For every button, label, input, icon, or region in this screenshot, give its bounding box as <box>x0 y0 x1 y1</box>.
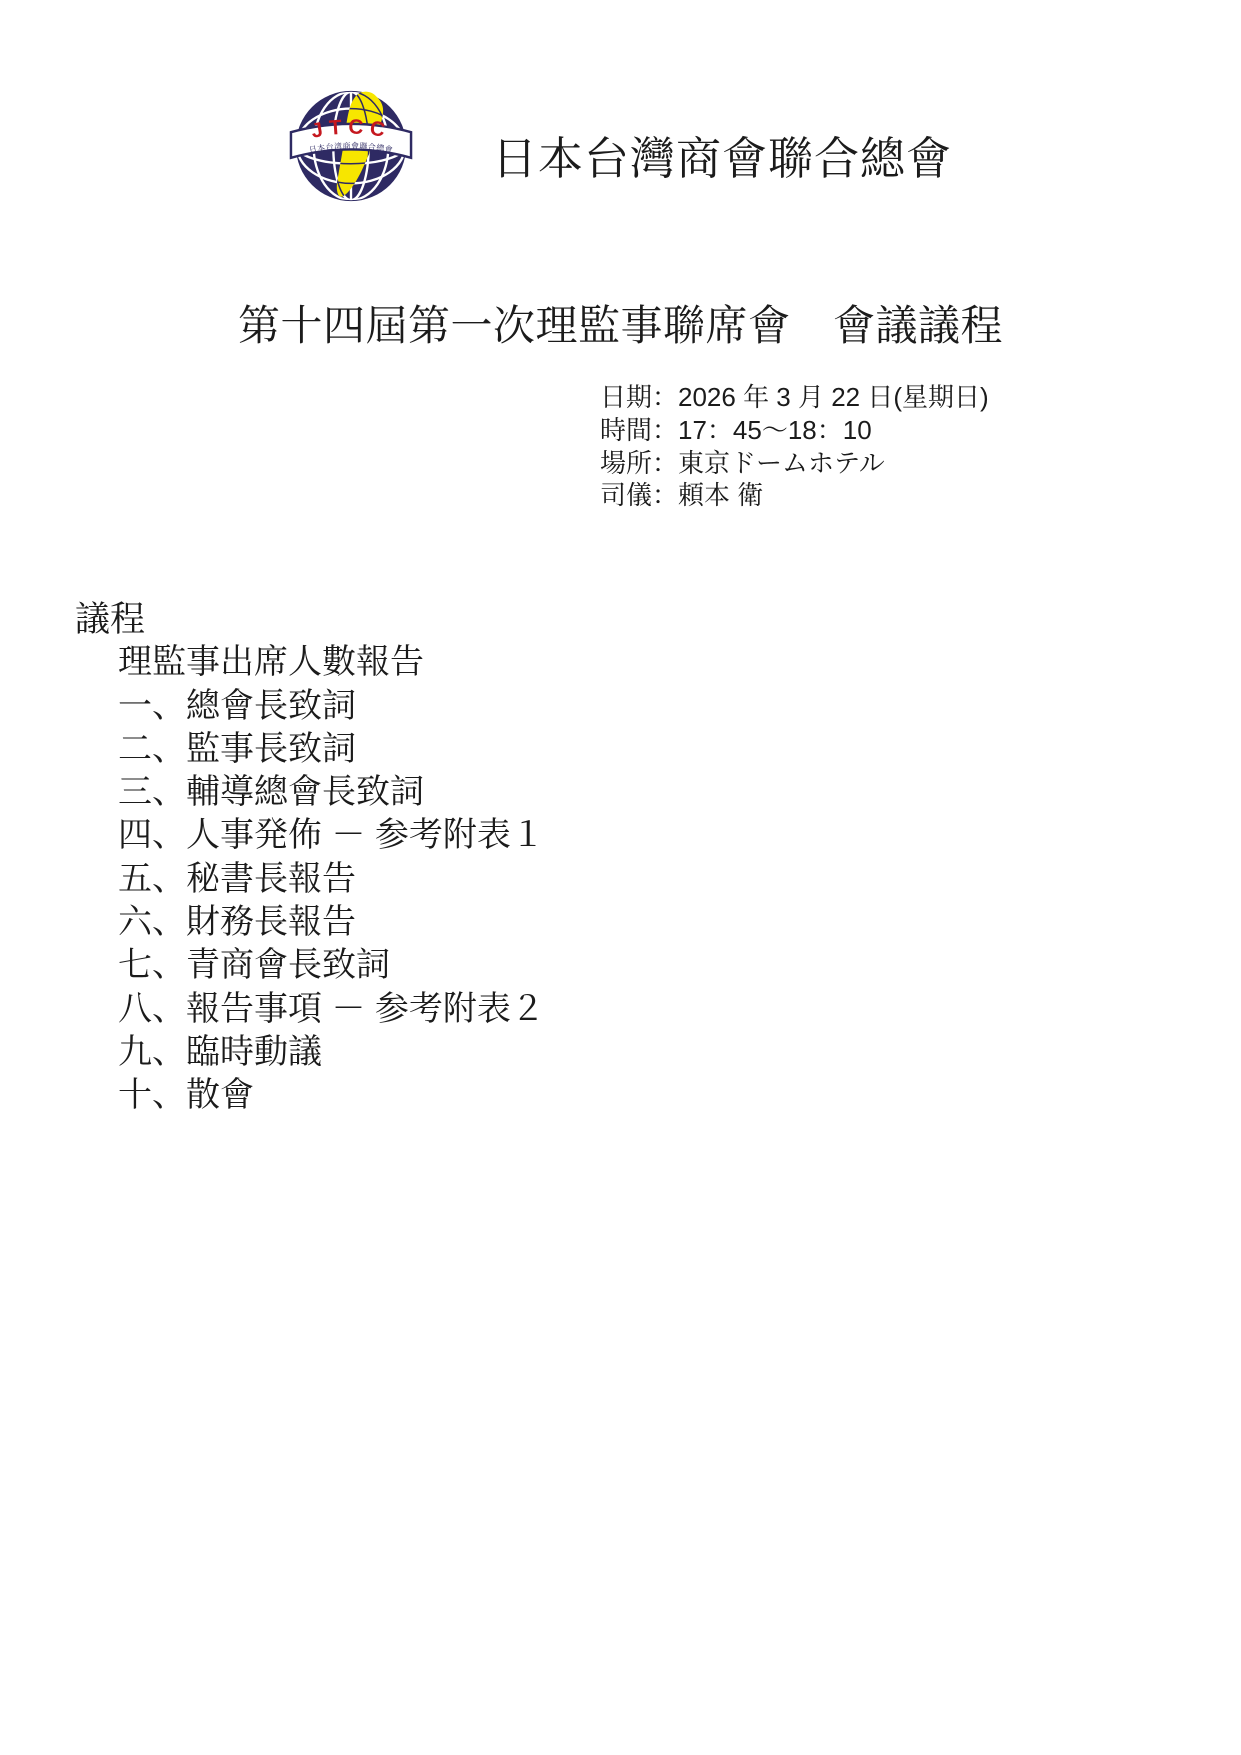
globe-icon <box>288 83 414 209</box>
agenda-item <box>118 728 545 771</box>
doc-title: 第十四屆第一次理監事聯席會 會議議程 <box>237 302 1003 349</box>
agenda-item-text: 報告事項 － 参考附表２ <box>186 989 545 1028</box>
agenda-item <box>118 858 545 901</box>
meta-date: 日期：2026 年 3 月 22 日(星期日) <box>600 382 989 412</box>
agenda-item <box>118 901 545 944</box>
agenda-item-text: 臨時動議 <box>186 1032 322 1071</box>
agenda-item <box>118 1031 545 1074</box>
agenda-item <box>118 814 545 857</box>
agenda-item <box>118 988 545 1031</box>
agenda-item-text: 總會長致詞 <box>186 686 356 725</box>
meeting-meta <box>600 381 989 512</box>
agenda-item-number: 七、 <box>118 946 186 985</box>
org-name: 日本台灣商會聯合總會 <box>492 133 953 184</box>
agenda-item-text: 人事発佈 － 参考附表１ <box>186 816 545 855</box>
agenda-item-number: 一、 <box>118 686 186 725</box>
agenda-item-text: 青商會長致詞 <box>186 946 390 985</box>
agenda-item-number: 九、 <box>118 1032 186 1071</box>
agenda-item-text: 監事長致詞 <box>186 729 356 768</box>
agenda-item <box>118 1074 545 1117</box>
agenda-item-text: 散會 <box>186 1076 254 1115</box>
agenda-section <box>75 598 545 1118</box>
meta-place: 場所：東京ドームホテル <box>600 447 885 478</box>
agenda-item-number: 四、 <box>118 816 186 855</box>
agenda-list <box>75 641 545 1117</box>
agenda-item-number: 六、 <box>118 903 186 942</box>
meta-time: 時間：17：45～18：10 <box>600 414 872 445</box>
agenda-item-number: 十、 <box>118 1076 186 1115</box>
agenda-heading: 議程 <box>75 600 146 639</box>
agenda-item-number: 二、 <box>118 729 186 768</box>
agenda-item-number: 八、 <box>118 989 186 1028</box>
agenda-item-text: 輔導總會長致詞 <box>186 773 424 812</box>
logo-acronym: JTCC <box>309 115 393 143</box>
agenda-item <box>118 944 545 987</box>
agenda-item <box>118 685 545 728</box>
agenda-preface: 理監事出席人數報告 <box>118 643 424 682</box>
agenda-item-number: 三、 <box>118 773 186 812</box>
agenda-item-text: 財務長報告 <box>186 903 356 942</box>
agenda-item-text: 秘書長報告 <box>186 859 356 898</box>
logo-banner-text: 日本台湾商會聯合總會 <box>308 141 394 155</box>
jtcc-logo <box>288 83 414 209</box>
meta-mc: 司儀：頼本 衛 <box>600 480 764 511</box>
agenda-item <box>118 771 545 814</box>
agenda-item-number: 五、 <box>118 859 186 898</box>
